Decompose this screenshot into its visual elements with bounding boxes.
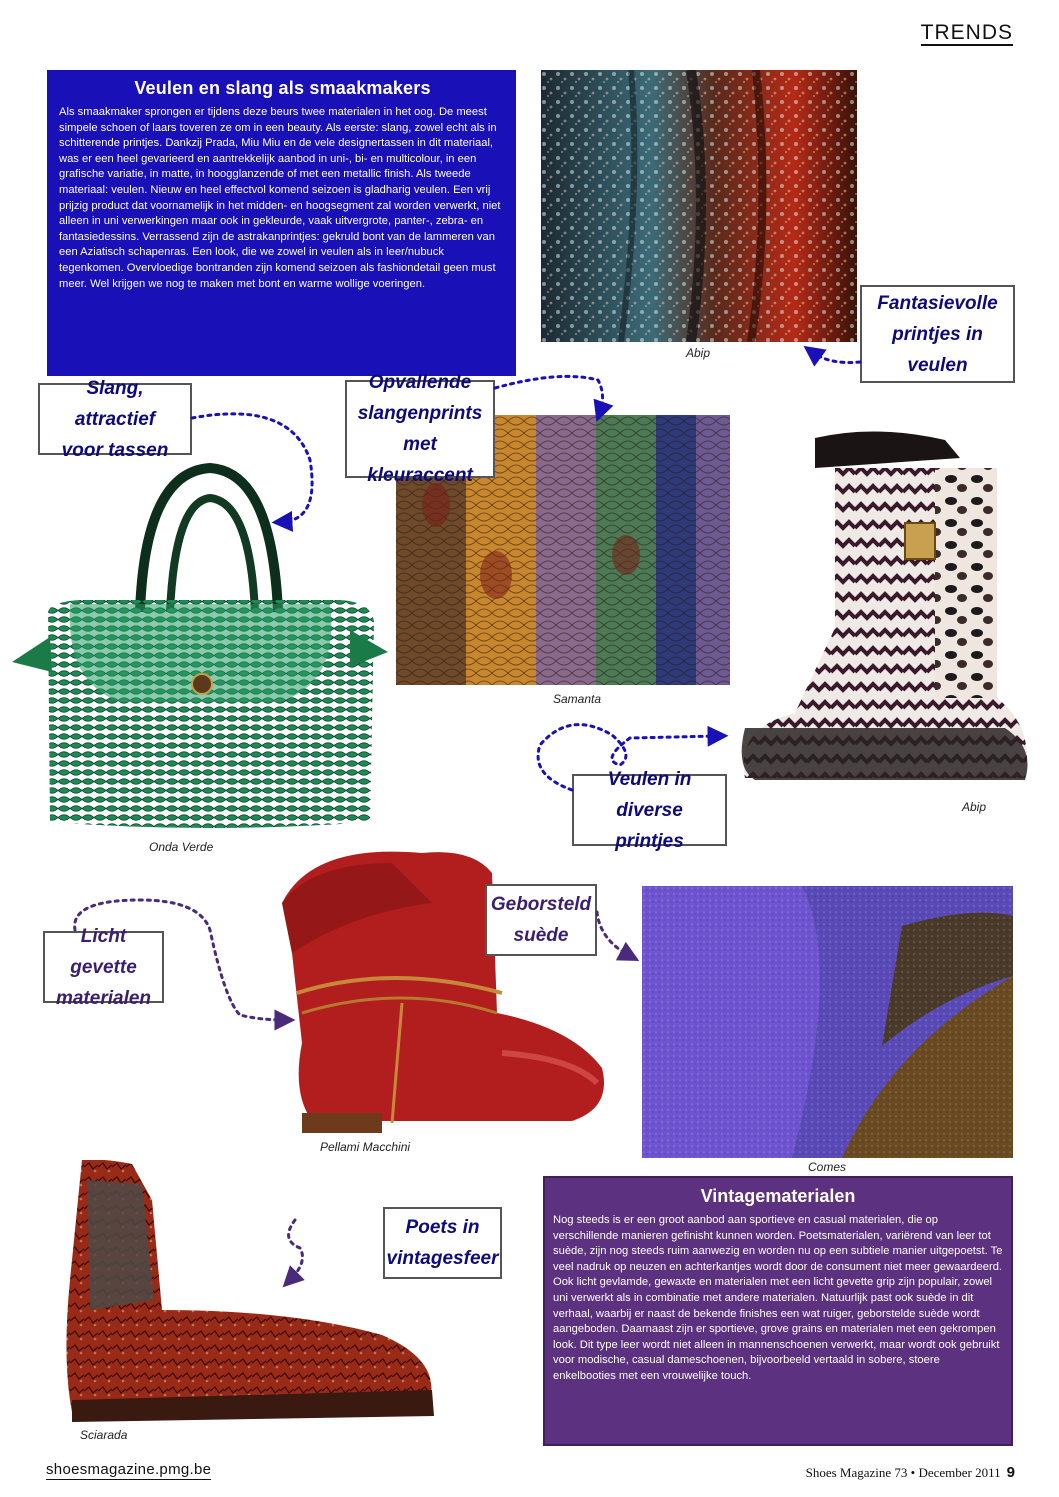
credit-snake-fabrics: Samanta — [553, 692, 602, 706]
callout-fantasie: Fantasievolle printjes in veulen — [860, 285, 1015, 383]
snake-bag-photo — [10, 462, 390, 834]
credit-boot-red: Pellami Macchini — [320, 1140, 411, 1154]
arrow-opvallend — [495, 376, 603, 412]
intro-title: Veulen en slang als smaakmakers — [134, 78, 431, 98]
section-label: TRENDS — [920, 21, 1013, 44]
credit-bag: Onda Verde — [149, 840, 214, 854]
page-number: 9 — [1006, 1464, 1015, 1481]
foal-boot-photo — [735, 428, 1035, 806]
credit-fabric-top: Abip — [686, 346, 711, 360]
callout-suede: Geborsteld suède — [485, 884, 597, 956]
vintage-title: Vintagematerialen — [700, 1186, 856, 1206]
callout-veulen: Veulen in diverse printjes — [572, 774, 727, 846]
callout-slang: Slang, attractief voor tassen — [38, 383, 192, 455]
callout-poets: Poets in vintagesfeer — [383, 1207, 502, 1279]
intro-body: Als smaakmaker sprongen er tijdens deze beurs twee materialen in het oog. De meest simpele schoen of laars toveren ze om in een beauty. Als eerste: slang, zowel echt als in schitterende printjes. Dankzij Prada, Miu Miu en de vele designertassen in dit materiaal, was er een heel gevarieerd en aantrekkelijk aanbod in uni-, bi- en multicolour, in een grafische variatie, in matte, in hoogglanzende of met een metallic finish. Als tweede materiaal: veulen. Nieuw en heel effectvol komend seizoen is gladharig veulen. Een vrij prijzig product dat voornamelijk in het midden- en hoogsegment zal worden verwerkt, niet alleen in uni verwerkingen maar ook in gekleurde, vaak uitvergrote, panter-, zebra- en fantasiedessins. Verrassend zijn de astrakanprintjes: gekruld bont van de lammeren van een Aziatisch schapenras. Een look, die we zowel in veulen als in leer/nubuck tegenkomen. Overvloedige bontranden zijn komend seizoen als fashiondetail geen must meer. Wel krijgen we nog te maken met bont en warme wollige voeringen. — [59, 106, 501, 290]
foal-fabric-photo — [541, 70, 857, 342]
credit-suede: Comes — [808, 1160, 847, 1174]
credit-boot-vintage: Sciarada — [80, 1428, 128, 1442]
arrow-fantasie — [812, 352, 860, 363]
footer-website-link[interactable]: shoesmagazine.pmg.be — [46, 1461, 212, 1478]
footer-issue-info — [806, 1464, 1015, 1481]
callout-opvallend: Opvallende slangenprints met kleuraccent — [345, 380, 495, 478]
suede-photo — [642, 886, 1013, 1158]
footer-issue-text: Shoes Magazine 73 • December 2011 — [805, 1465, 1001, 1480]
vintage-boot-photo — [42, 1160, 442, 1428]
vintage-body: Nog steeds is er een groot aanbod aan sportieve en casual materialen, die op verschillende manieren gefinisht kunnen worden. Poetsmaterialen, variërend van leer tot suède, zijn nog steeds ruim aanwezig en worden nu op een subtiele manier uitgepoetst. Te veel nadruk op neuzen en achterkantjes wordt door de consument niet meer gewaardeerd. Ook licht gevlamde, gewaxte en materialen met een licht gevette grip zijn populair, zowel uni verwerkt als in combinatie met andere materialen. Natuurlijk past ook suède in dit verhaal, waarbij er naast de bekende finishes een wat ruiger, geborstelde suède wordt aangeboden. Daarnaast zijn er sportieve, grove grains en materialen met een gekrompen look. Dit type leer wordt niet alleen in mannenschoenen verwerkt, maar wordt ook gebruikt voor modische, casual dameschoenen, bijvoorbeeld vertaald in sobere, stoere enkelbooties met een vrouwelijke touch. — [553, 1214, 1003, 1382]
credit-boot-fur: Abip — [962, 800, 987, 814]
callout-gevette: Licht gevette materialen — [43, 931, 164, 1003]
intro-article-box — [47, 70, 516, 376]
vintage-article-box — [543, 1176, 1013, 1446]
